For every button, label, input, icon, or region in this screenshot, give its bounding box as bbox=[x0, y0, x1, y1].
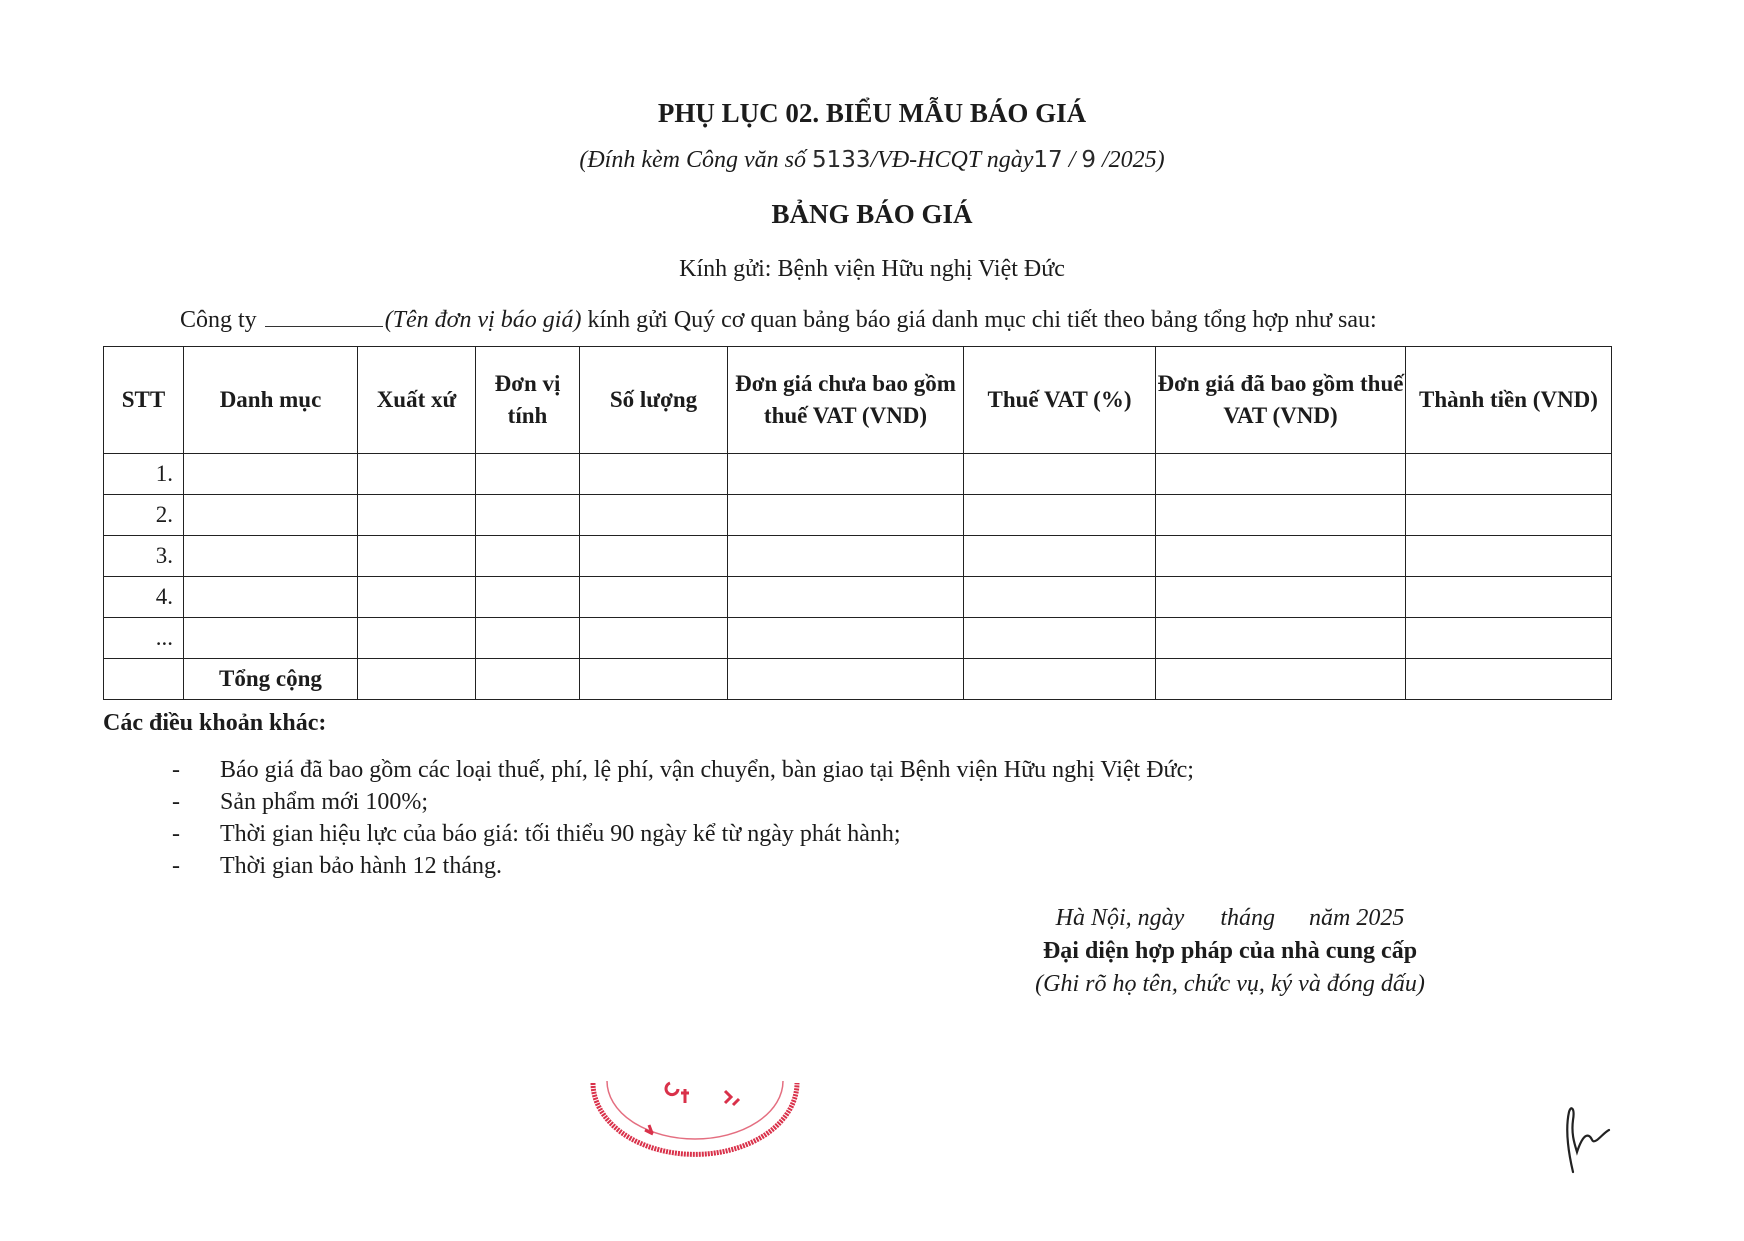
table-row bbox=[104, 454, 1612, 495]
cell-unit-price-incl-vat[interactable] bbox=[1156, 577, 1406, 618]
row-number: 1. bbox=[104, 454, 184, 495]
header-category: Danh mục bbox=[184, 347, 358, 454]
cell-amount[interactable] bbox=[1406, 618, 1612, 659]
document-subtitle bbox=[0, 147, 1744, 174]
cell-quantity[interactable] bbox=[580, 454, 728, 495]
date-month: 9 bbox=[1081, 147, 1096, 173]
table-row bbox=[104, 536, 1612, 577]
stamp-seal-icon bbox=[585, 1075, 805, 1175]
subtitle-prefix: (Đính kèm Công văn số bbox=[579, 147, 806, 173]
cell-origin[interactable] bbox=[358, 618, 476, 659]
row-number: 4. bbox=[104, 577, 184, 618]
cell-unit-price-excl-vat[interactable] bbox=[728, 536, 964, 577]
cell-unit-price-excl-vat[interactable] bbox=[728, 618, 964, 659]
total-amount[interactable] bbox=[1406, 659, 1612, 700]
cell-unit-price-incl-vat[interactable] bbox=[1156, 454, 1406, 495]
place-and-date bbox=[1010, 902, 1450, 934]
intro-prefix: Công ty bbox=[180, 307, 257, 333]
cell-origin[interactable] bbox=[358, 577, 476, 618]
cell-quantity[interactable] bbox=[580, 618, 728, 659]
table-row bbox=[104, 495, 1612, 536]
date-day: 17 bbox=[1033, 147, 1063, 173]
row-number: ... bbox=[104, 618, 184, 659]
intro-paragraph bbox=[180, 306, 1377, 334]
cell-amount[interactable] bbox=[1406, 454, 1612, 495]
list-item: - Thời gian bảo hành 12 tháng. bbox=[172, 850, 1194, 882]
header-unit-price-incl-vat: Đơn giá đã bao gồm thuế VAT (VND) bbox=[1156, 347, 1406, 454]
header-unit: Đơn vị tính bbox=[476, 347, 580, 454]
header-quantity: Số lượng bbox=[580, 347, 728, 454]
dispatch-number: 5133 bbox=[811, 147, 871, 173]
cell-origin[interactable] bbox=[358, 495, 476, 536]
date-month-word: tháng bbox=[1220, 905, 1275, 931]
cell-origin[interactable] bbox=[358, 536, 476, 577]
intro-suffix: kính gửi Quý cơ quan bảng báo giá danh mục chi tiết theo bảng tổng hợp như sau: bbox=[587, 307, 1377, 333]
cell-category[interactable] bbox=[184, 495, 358, 536]
table-row bbox=[104, 618, 1612, 659]
signature-block bbox=[1010, 902, 1450, 1000]
date-year-word: năm 2025 bbox=[1309, 905, 1405, 931]
list-item: - Báo giá đã bao gồm các loại thuế, phí, lệ phí, vận chuyển, bàn giao tại Bệnh viện Hữu nghị Việt Đức; bbox=[172, 754, 1194, 786]
date-city: Hà Nội, ngày bbox=[1055, 905, 1185, 931]
cell-unit-price-incl-vat[interactable] bbox=[1156, 495, 1406, 536]
header-vat-rate: Thuế VAT (%) bbox=[964, 347, 1156, 454]
cell-vat-rate[interactable] bbox=[964, 618, 1156, 659]
cell-category[interactable] bbox=[184, 536, 358, 577]
terms-list bbox=[172, 754, 1194, 882]
row-number: 3. bbox=[104, 536, 184, 577]
cell-unit[interactable] bbox=[476, 454, 580, 495]
total-label: Tổng cộng bbox=[184, 659, 358, 700]
total-stt-cell bbox=[104, 659, 184, 700]
list-item: - Sản phẩm mới 100%; bbox=[172, 786, 1194, 818]
total-vat-rate[interactable] bbox=[964, 659, 1156, 700]
date-separator: / bbox=[1068, 147, 1076, 173]
cell-unit-price-excl-vat[interactable] bbox=[728, 495, 964, 536]
total-unit[interactable] bbox=[476, 659, 580, 700]
handwritten-signature-icon bbox=[1555, 1100, 1615, 1180]
company-name-blank[interactable] bbox=[265, 306, 383, 327]
table-row bbox=[104, 577, 1612, 618]
cell-unit-price-incl-vat[interactable] bbox=[1156, 618, 1406, 659]
quote-heading: BẢNG BÁO GIÁ bbox=[771, 199, 973, 229]
cell-unit-price-excl-vat[interactable] bbox=[728, 577, 964, 618]
row-number: 2. bbox=[104, 495, 184, 536]
total-unit-price-excl-vat[interactable] bbox=[728, 659, 964, 700]
cell-unit[interactable] bbox=[476, 618, 580, 659]
intro-placeholder: (Tên đơn vị báo giá) bbox=[384, 307, 582, 333]
cell-origin[interactable] bbox=[358, 454, 476, 495]
total-unit-price-incl-vat[interactable] bbox=[1156, 659, 1406, 700]
cell-amount[interactable] bbox=[1406, 577, 1612, 618]
document-title: PHỤ LỤC 02. BIỂU MẪU BÁO GIÁ bbox=[657, 98, 1087, 128]
date-year: /2025) bbox=[1102, 147, 1165, 173]
list-item: - Thời gian hiệu lực của báo giá: tối thiểu 90 ngày kể từ ngày phát hành; bbox=[172, 818, 1194, 850]
total-origin[interactable] bbox=[358, 659, 476, 700]
cell-unit-price-incl-vat[interactable] bbox=[1156, 536, 1406, 577]
header-amount: Thành tiền (VND) bbox=[1406, 347, 1612, 454]
cell-unit-price-excl-vat[interactable] bbox=[728, 454, 964, 495]
table-total-row bbox=[104, 659, 1612, 700]
cell-quantity[interactable] bbox=[580, 577, 728, 618]
cell-unit[interactable] bbox=[476, 536, 580, 577]
cell-unit[interactable] bbox=[476, 495, 580, 536]
cell-category[interactable] bbox=[184, 577, 358, 618]
cell-category[interactable] bbox=[184, 618, 358, 659]
header-stt: STT bbox=[104, 347, 184, 454]
cell-vat-rate[interactable] bbox=[964, 495, 1156, 536]
cell-vat-rate[interactable] bbox=[964, 577, 1156, 618]
total-quantity[interactable] bbox=[580, 659, 728, 700]
other-terms-title: Các điều khoản khác: bbox=[103, 710, 327, 736]
table-header-row bbox=[104, 347, 1612, 454]
cell-quantity[interactable] bbox=[580, 495, 728, 536]
cell-category[interactable] bbox=[184, 454, 358, 495]
header-unit-price-excl-vat: Đơn giá chưa bao gồm thuế VAT (VND) bbox=[728, 347, 964, 454]
quote-table bbox=[103, 346, 1612, 700]
cell-quantity[interactable] bbox=[580, 536, 728, 577]
cell-vat-rate[interactable] bbox=[964, 536, 1156, 577]
cell-vat-rate[interactable] bbox=[964, 454, 1156, 495]
addressee: Kính gửi: Bệnh viện Hữu nghị Việt Đức bbox=[679, 256, 1065, 282]
header-origin: Xuất xứ bbox=[358, 347, 476, 454]
dispatch-suffix: /VĐ-HCQT ngày bbox=[870, 147, 1034, 173]
signer-note: (Ghi rõ họ tên, chức vụ, ký và đóng dấu) bbox=[1035, 971, 1425, 997]
cell-amount[interactable] bbox=[1406, 536, 1612, 577]
cell-unit[interactable] bbox=[476, 577, 580, 618]
signer-role: Đại diện hợp pháp của nhà cung cấp bbox=[1042, 938, 1418, 964]
cell-amount[interactable] bbox=[1406, 495, 1612, 536]
